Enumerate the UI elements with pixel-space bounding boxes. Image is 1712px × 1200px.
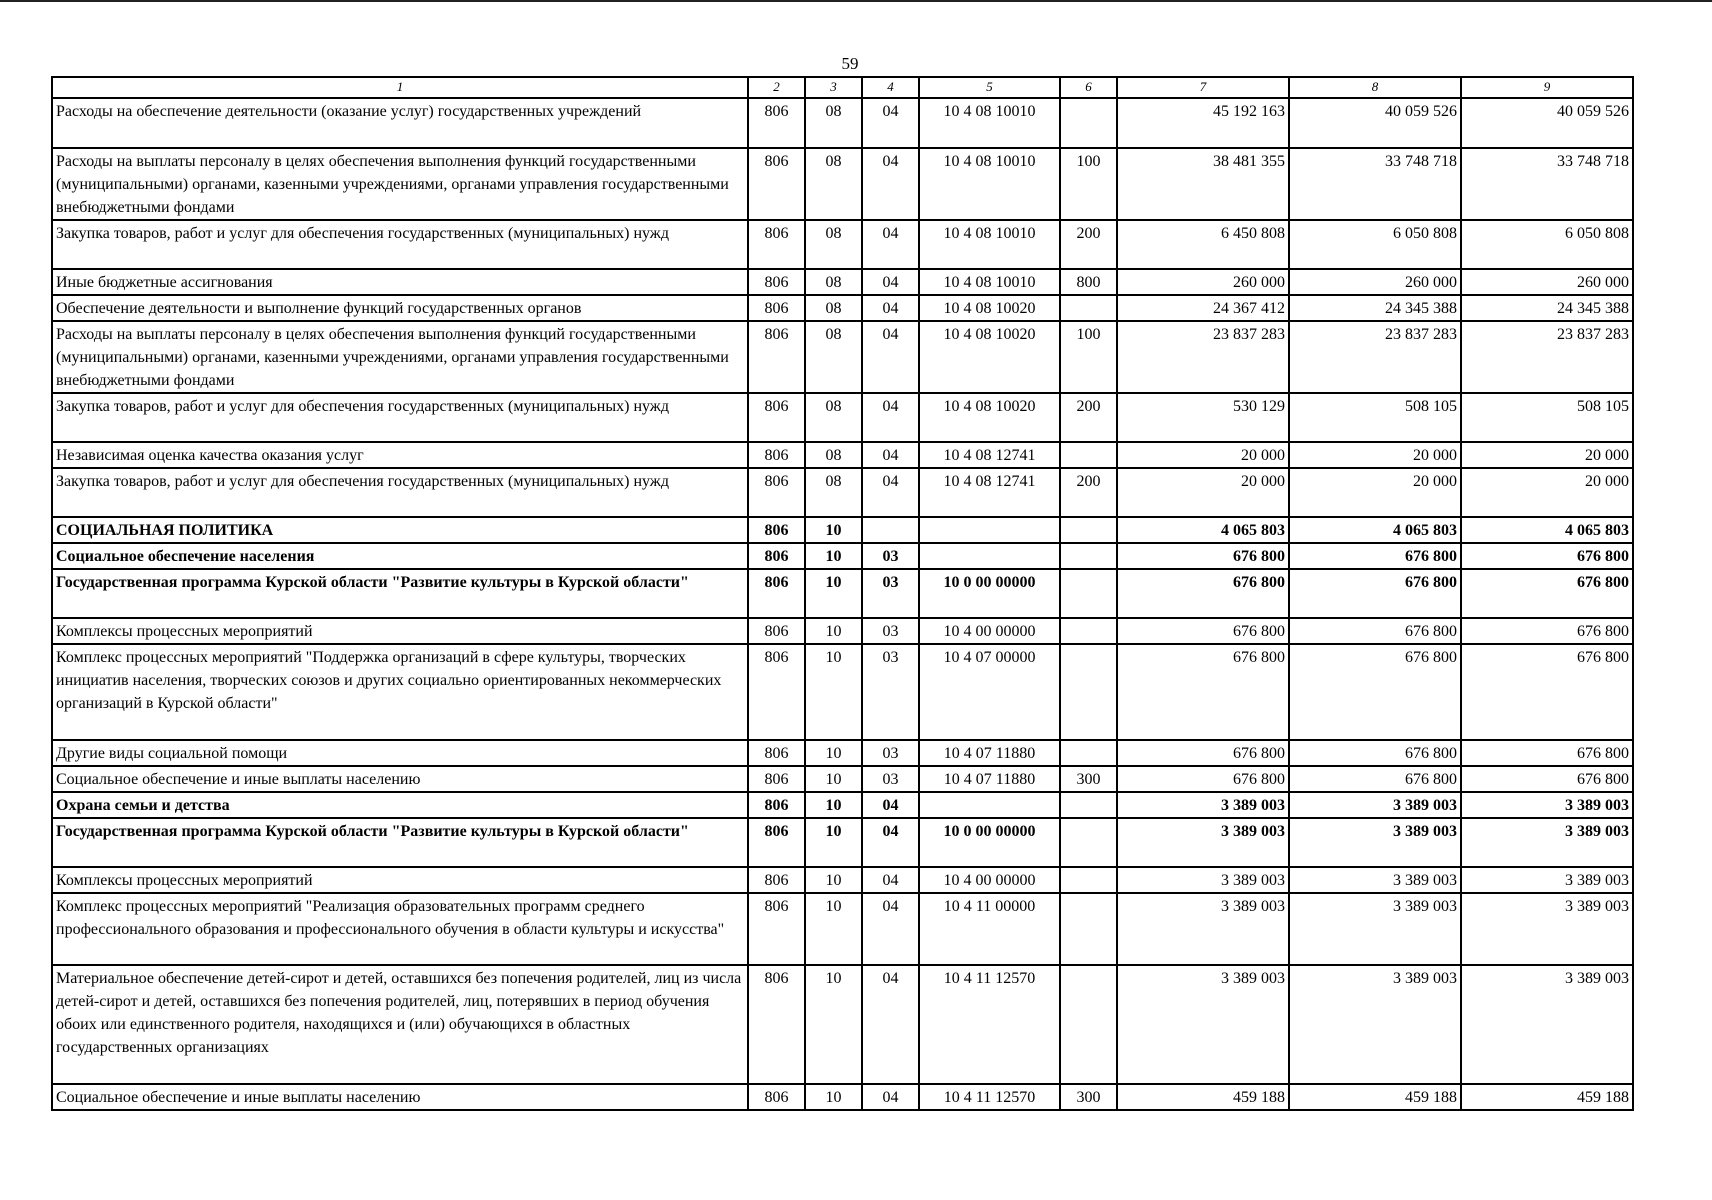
cell-section: 10 [805, 543, 862, 569]
table-row [52, 98, 1633, 148]
table-row [52, 740, 1633, 766]
cell-amount-col8: 3 389 003 [1289, 893, 1461, 965]
table-row [52, 468, 1633, 517]
cell-section: 08 [805, 269, 862, 295]
table-row [52, 618, 1633, 644]
cell-subsection [862, 517, 919, 543]
cell-section: 10 [805, 965, 862, 1084]
cell-section: 10 [805, 569, 862, 618]
cell-amount-col8: 676 800 [1289, 618, 1461, 644]
cell-amount-col9: 3 389 003 [1461, 818, 1633, 867]
cell-amount-col7: 3 389 003 [1117, 818, 1289, 867]
cell-amount-col8: 3 389 003 [1289, 818, 1461, 867]
column-number-row [52, 77, 1633, 98]
cell-section: 10 [805, 867, 862, 893]
col-header: 8 [1289, 77, 1461, 98]
cell-target-article: 10 4 00 00000 [919, 867, 1060, 893]
cell-amount-col9: 676 800 [1461, 569, 1633, 618]
cell-expense-type: 200 [1060, 468, 1117, 517]
cell-subsection: 04 [862, 792, 919, 818]
table-row [52, 295, 1633, 321]
col-header: 6 [1060, 77, 1117, 98]
scan-top-edge [0, 0, 1712, 2]
cell-subsection: 03 [862, 543, 919, 569]
cell-amount-col7: 45 192 163 [1117, 98, 1289, 148]
cell-amount-col7: 3 389 003 [1117, 867, 1289, 893]
row-name: Комплексы процессных мероприятий [52, 867, 748, 893]
cell-expense-type [1060, 740, 1117, 766]
row-name: Иные бюджетные ассигнования [52, 269, 748, 295]
cell-ministry-code: 806 [748, 740, 805, 766]
table-row [52, 442, 1633, 468]
cell-ministry-code: 806 [748, 442, 805, 468]
col-header: 4 [862, 77, 919, 98]
cell-target-article: 10 4 07 11880 [919, 740, 1060, 766]
table-row [52, 893, 1633, 965]
cell-amount-col8: 676 800 [1289, 740, 1461, 766]
cell-amount-col8: 260 000 [1289, 269, 1461, 295]
cell-amount-col8: 676 800 [1289, 543, 1461, 569]
cell-ministry-code: 806 [748, 98, 805, 148]
cell-target-article: 10 0 00 00000 [919, 818, 1060, 867]
cell-amount-col9: 4 065 803 [1461, 517, 1633, 543]
cell-section: 08 [805, 98, 862, 148]
cell-amount-col7: 3 389 003 [1117, 792, 1289, 818]
cell-expense-type [1060, 818, 1117, 867]
cell-amount-col9: 3 389 003 [1461, 893, 1633, 965]
budget-table [51, 76, 1634, 1111]
cell-target-article: 10 4 11 12570 [919, 965, 1060, 1084]
table-row [52, 269, 1633, 295]
page-number: 59 [841, 54, 859, 73]
cell-subsection: 04 [862, 321, 919, 393]
cell-amount-col8: 3 389 003 [1289, 792, 1461, 818]
cell-amount-col9: 24 345 388 [1461, 295, 1633, 321]
cell-ministry-code: 806 [748, 893, 805, 965]
cell-amount-col7: 676 800 [1117, 618, 1289, 644]
row-name: Расходы на обеспечение деятельности (оказание услуг) государственных учреждений [52, 98, 748, 148]
cell-expense-type [1060, 569, 1117, 618]
cell-expense-type [1060, 98, 1117, 148]
col-header: 9 [1461, 77, 1633, 98]
cell-amount-col7: 24 367 412 [1117, 295, 1289, 321]
col-header: 5 [919, 77, 1060, 98]
table-row [52, 569, 1633, 618]
cell-subsection: 04 [862, 148, 919, 220]
cell-section: 08 [805, 468, 862, 517]
cell-ministry-code: 806 [748, 618, 805, 644]
cell-amount-col7: 676 800 [1117, 644, 1289, 740]
cell-amount-col9: 33 748 718 [1461, 148, 1633, 220]
row-name: Расходы на выплаты персоналу в целях обеспечения выполнения функций государственными (муниципальными) органами, казенными учреждениями, органами управления государственными внебюджетными фондами [52, 148, 748, 220]
cell-amount-col9: 459 188 [1461, 1084, 1633, 1110]
cell-subsection: 04 [862, 1084, 919, 1110]
cell-section: 10 [805, 517, 862, 543]
row-name: Обеспечение деятельности и выполнение функций государственных органов [52, 295, 748, 321]
cell-target-article: 10 4 08 10010 [919, 220, 1060, 269]
table-row [52, 321, 1633, 393]
cell-target-article [919, 517, 1060, 543]
table-row [52, 818, 1633, 867]
row-name: Другие виды социальной помощи [52, 740, 748, 766]
cell-amount-col7: 530 129 [1117, 393, 1289, 442]
cell-subsection: 04 [862, 220, 919, 269]
cell-expense-type: 200 [1060, 220, 1117, 269]
cell-amount-col8: 676 800 [1289, 644, 1461, 740]
cell-ministry-code: 806 [748, 965, 805, 1084]
cell-expense-type: 100 [1060, 321, 1117, 393]
cell-ministry-code: 806 [748, 295, 805, 321]
row-name: Социальное обеспечение и иные выплаты населению [52, 1084, 748, 1110]
row-name: Комплекс процессных мероприятий "Поддержка организаций в сфере культуры, творческих инициатив населения, творческих союзов и других социально ориентированных некоммерческих организаций в Курской области" [52, 644, 748, 740]
cell-subsection: 04 [862, 269, 919, 295]
cell-expense-type [1060, 965, 1117, 1084]
cell-ministry-code: 806 [748, 393, 805, 442]
table-row [52, 766, 1633, 792]
cell-amount-col7: 459 188 [1117, 1084, 1289, 1110]
cell-amount-col8: 6 050 808 [1289, 220, 1461, 269]
row-name: Социальное обеспечение населения [52, 543, 748, 569]
cell-subsection: 04 [862, 442, 919, 468]
cell-section: 10 [805, 893, 862, 965]
cell-amount-col8: 33 748 718 [1289, 148, 1461, 220]
cell-amount-col9: 40 059 526 [1461, 98, 1633, 148]
row-name: Материальное обеспечение детей-сирот и детей, оставшихся без попечения родителей, лиц из числа детей-сирот и детей, оставшихся без попечения родителей, лиц, потерявших в период обучения обоих или единственного родителя, находящихся и (или) обучающихся в областных государственных организациях [52, 965, 748, 1084]
table-row [52, 867, 1633, 893]
cell-section: 10 [805, 818, 862, 867]
col-header: 2 [748, 77, 805, 98]
cell-amount-col9: 3 389 003 [1461, 792, 1633, 818]
row-name: Комплексы процессных мероприятий [52, 618, 748, 644]
cell-amount-col7: 260 000 [1117, 269, 1289, 295]
cell-ministry-code: 806 [748, 269, 805, 295]
row-name: Охрана семьи и детства [52, 792, 748, 818]
row-name: Закупка товаров, работ и услуг для обеспечения государственных (муниципальных) нужд [52, 468, 748, 517]
cell-subsection: 04 [862, 867, 919, 893]
cell-amount-col7: 4 065 803 [1117, 517, 1289, 543]
cell-section: 10 [805, 1084, 862, 1110]
cell-subsection: 03 [862, 644, 919, 740]
cell-amount-col7: 20 000 [1117, 468, 1289, 517]
cell-section: 08 [805, 442, 862, 468]
cell-amount-col9: 676 800 [1461, 766, 1633, 792]
cell-amount-col7: 23 837 283 [1117, 321, 1289, 393]
cell-expense-type [1060, 867, 1117, 893]
table-row [52, 792, 1633, 818]
cell-amount-col9: 676 800 [1461, 543, 1633, 569]
cell-amount-col8: 3 389 003 [1289, 867, 1461, 893]
cell-amount-col8: 3 389 003 [1289, 965, 1461, 1084]
cell-ministry-code: 806 [748, 1084, 805, 1110]
cell-target-article: 10 4 08 10020 [919, 321, 1060, 393]
row-name: Комплекс процессных мероприятий "Реализация образовательных программ среднего профессионального образования и профессионального обучения в области культуры и искусства" [52, 893, 748, 965]
table-row [52, 644, 1633, 740]
cell-target-article: 10 0 00 00000 [919, 569, 1060, 618]
cell-ministry-code: 806 [748, 468, 805, 517]
row-name: Независимая оценка качества оказания услуг [52, 442, 748, 468]
cell-amount-col9: 20 000 [1461, 468, 1633, 517]
cell-section: 10 [805, 792, 862, 818]
cell-amount-col8: 20 000 [1289, 442, 1461, 468]
cell-target-article: 10 4 08 10020 [919, 393, 1060, 442]
cell-expense-type [1060, 792, 1117, 818]
table-row [52, 965, 1633, 1084]
cell-section: 10 [805, 618, 862, 644]
cell-amount-col7: 3 389 003 [1117, 893, 1289, 965]
cell-expense-type: 200 [1060, 393, 1117, 442]
cell-ministry-code: 806 [748, 517, 805, 543]
col-header: 7 [1117, 77, 1289, 98]
cell-subsection: 04 [862, 818, 919, 867]
table-row [52, 517, 1633, 543]
cell-expense-type [1060, 618, 1117, 644]
cell-amount-col7: 676 800 [1117, 766, 1289, 792]
cell-target-article: 10 4 07 00000 [919, 644, 1060, 740]
row-name: Закупка товаров, работ и услуг для обеспечения государственных (муниципальных) нужд [52, 220, 748, 269]
cell-amount-col9: 3 389 003 [1461, 965, 1633, 1084]
cell-amount-col7: 38 481 355 [1117, 148, 1289, 220]
cell-amount-col9: 676 800 [1461, 618, 1633, 644]
cell-section: 10 [805, 644, 862, 740]
cell-section: 10 [805, 740, 862, 766]
cell-ministry-code: 806 [748, 543, 805, 569]
cell-ministry-code: 806 [748, 644, 805, 740]
row-name: СОЦИАЛЬНАЯ ПОЛИТИКА [52, 517, 748, 543]
row-name: Государственная программа Курской области "Развитие культуры в Курской области" [52, 818, 748, 867]
cell-expense-type [1060, 644, 1117, 740]
cell-amount-col8: 459 188 [1289, 1084, 1461, 1110]
row-name: Расходы на выплаты персоналу в целях обеспечения выполнения функций государственными (муниципальными) органами, казенными учреждениями, органами управления государственными внебюджетными фондами [52, 321, 748, 393]
cell-section: 10 [805, 766, 862, 792]
cell-amount-col9: 508 105 [1461, 393, 1633, 442]
cell-ministry-code: 806 [748, 321, 805, 393]
cell-amount-col8: 40 059 526 [1289, 98, 1461, 148]
table-row [52, 220, 1633, 269]
cell-amount-col8: 20 000 [1289, 468, 1461, 517]
row-name: Государственная программа Курской области "Развитие культуры в Курской области" [52, 569, 748, 618]
cell-subsection: 04 [862, 468, 919, 517]
cell-amount-col9: 676 800 [1461, 644, 1633, 740]
cell-amount-col8: 676 800 [1289, 766, 1461, 792]
cell-target-article: 10 4 08 10020 [919, 295, 1060, 321]
cell-section: 08 [805, 148, 862, 220]
cell-section: 08 [805, 295, 862, 321]
row-name: Социальное обеспечение и иные выплаты населению [52, 766, 748, 792]
cell-section: 08 [805, 321, 862, 393]
table-row [52, 1084, 1633, 1110]
cell-amount-col8: 508 105 [1289, 393, 1461, 442]
cell-subsection: 03 [862, 618, 919, 644]
cell-amount-col7: 676 800 [1117, 740, 1289, 766]
cell-amount-col9: 676 800 [1461, 740, 1633, 766]
cell-ministry-code: 806 [748, 818, 805, 867]
cell-subsection: 04 [862, 393, 919, 442]
cell-expense-type [1060, 442, 1117, 468]
cell-expense-type [1060, 295, 1117, 321]
table-row [52, 393, 1633, 442]
cell-amount-col8: 24 345 388 [1289, 295, 1461, 321]
cell-amount-col8: 4 065 803 [1289, 517, 1461, 543]
cell-target-article [919, 792, 1060, 818]
cell-expense-type: 100 [1060, 148, 1117, 220]
cell-expense-type [1060, 543, 1117, 569]
cell-amount-col8: 676 800 [1289, 569, 1461, 618]
cell-ministry-code: 806 [748, 148, 805, 220]
row-name: Закупка товаров, работ и услуг для обеспечения государственных (муниципальных) нужд [52, 393, 748, 442]
cell-expense-type [1060, 517, 1117, 543]
col-header: 1 [52, 77, 748, 98]
cell-subsection: 04 [862, 893, 919, 965]
cell-expense-type: 800 [1060, 269, 1117, 295]
cell-target-article [919, 543, 1060, 569]
cell-ministry-code: 806 [748, 766, 805, 792]
cell-amount-col8: 23 837 283 [1289, 321, 1461, 393]
cell-amount-col7: 676 800 [1117, 543, 1289, 569]
cell-target-article: 10 4 08 10010 [919, 269, 1060, 295]
cell-expense-type: 300 [1060, 1084, 1117, 1110]
cell-subsection: 03 [862, 740, 919, 766]
cell-ministry-code: 806 [748, 792, 805, 818]
cell-target-article: 10 4 00 00000 [919, 618, 1060, 644]
cell-section: 08 [805, 220, 862, 269]
cell-ministry-code: 806 [748, 220, 805, 269]
cell-amount-col7: 6 450 808 [1117, 220, 1289, 269]
cell-target-article: 10 4 08 10010 [919, 98, 1060, 148]
cell-amount-col9: 6 050 808 [1461, 220, 1633, 269]
table-row [52, 148, 1633, 220]
cell-expense-type: 300 [1060, 766, 1117, 792]
cell-target-article: 10 4 08 10010 [919, 148, 1060, 220]
cell-target-article: 10 4 08 12741 [919, 468, 1060, 517]
cell-expense-type [1060, 893, 1117, 965]
col-header: 3 [805, 77, 862, 98]
cell-target-article: 10 4 11 00000 [919, 893, 1060, 965]
cell-amount-col9: 3 389 003 [1461, 867, 1633, 893]
cell-subsection: 04 [862, 98, 919, 148]
cell-amount-col7: 676 800 [1117, 569, 1289, 618]
cell-subsection: 04 [862, 965, 919, 1084]
cell-subsection: 03 [862, 766, 919, 792]
cell-target-article: 10 4 11 12570 [919, 1084, 1060, 1110]
cell-subsection: 04 [862, 295, 919, 321]
table-row [52, 543, 1633, 569]
cell-section: 08 [805, 393, 862, 442]
cell-ministry-code: 806 [748, 569, 805, 618]
cell-amount-col9: 20 000 [1461, 442, 1633, 468]
cell-subsection: 03 [862, 569, 919, 618]
cell-amount-col7: 3 389 003 [1117, 965, 1289, 1084]
cell-ministry-code: 806 [748, 867, 805, 893]
cell-amount-col9: 23 837 283 [1461, 321, 1633, 393]
cell-target-article: 10 4 08 12741 [919, 442, 1060, 468]
cell-amount-col7: 20 000 [1117, 442, 1289, 468]
cell-amount-col9: 260 000 [1461, 269, 1633, 295]
cell-target-article: 10 4 07 11880 [919, 766, 1060, 792]
